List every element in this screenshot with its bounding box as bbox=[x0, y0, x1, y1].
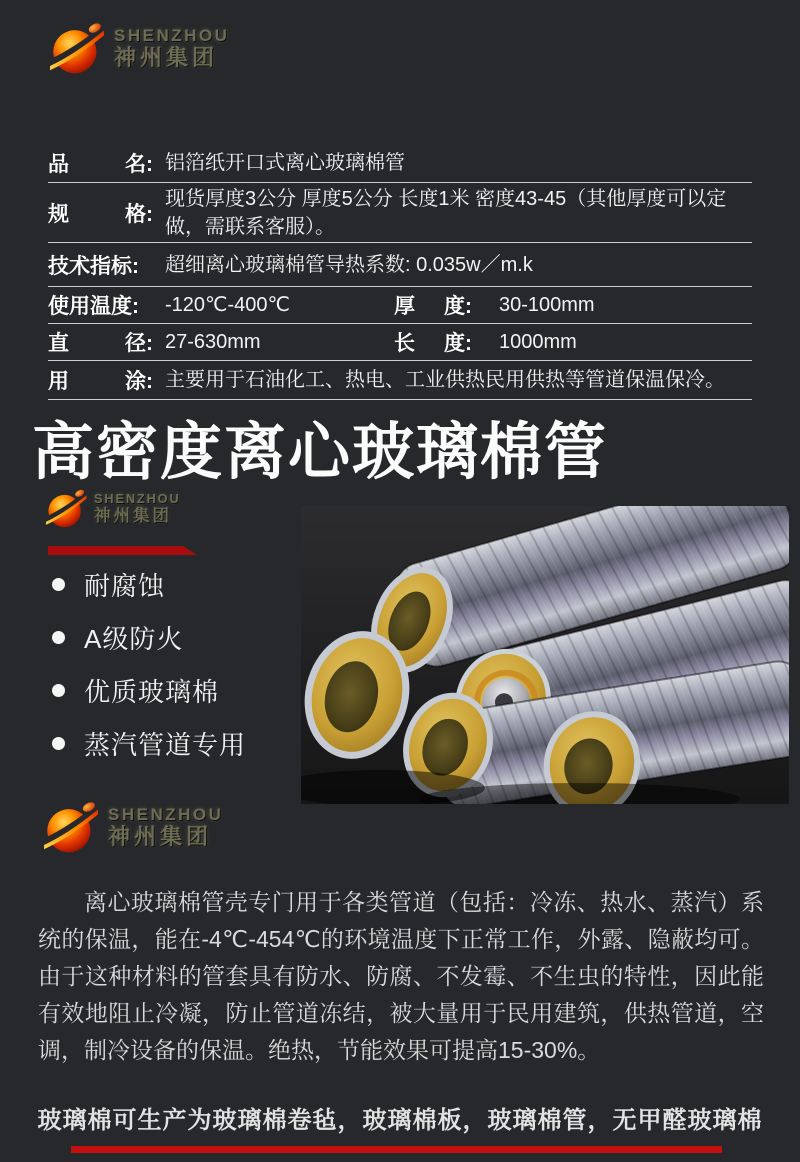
spec-label: 规 格: bbox=[48, 202, 153, 226]
red-accent-stripe bbox=[48, 546, 197, 555]
spec-label: 用 涂: bbox=[48, 370, 153, 393]
footer-red-underline bbox=[71, 1146, 722, 1153]
spec-row-diameter-length bbox=[48, 324, 752, 361]
feature-item: A级防火 bbox=[52, 619, 246, 655]
spec-row-temperature-thickness bbox=[48, 287, 752, 324]
spec-value: 30-100mm bbox=[499, 293, 595, 316]
bullet-dot-icon bbox=[52, 578, 65, 591]
feature-item: 耐腐蚀 bbox=[52, 566, 246, 602]
bullet-dot-icon bbox=[52, 684, 65, 697]
spec-table bbox=[48, 143, 752, 400]
spec-value: 主要用于石油化工、热电、工业供热民用供热等管道保温保冷。 bbox=[165, 369, 725, 391]
spec-value: -120℃-400℃ bbox=[165, 294, 290, 316]
spec-row-product-name bbox=[48, 143, 752, 183]
brand-logo-icon bbox=[44, 800, 98, 854]
feature-item: 优质玻璃棉 bbox=[52, 672, 246, 708]
brand-logo-text bbox=[94, 492, 181, 524]
page-title: 高密度离心玻璃棉管 bbox=[32, 419, 609, 487]
spec-value: 27-630mm bbox=[165, 331, 261, 353]
brand-name-cn: 神州集团 bbox=[108, 824, 213, 850]
spec-row-specification bbox=[48, 183, 752, 243]
product-photo bbox=[300, 505, 790, 805]
spec-value: 铝箔纸开口式离心玻璃棉管 bbox=[165, 151, 405, 174]
brand-logo-text bbox=[114, 27, 229, 70]
brand-logo bbox=[46, 488, 181, 529]
spec-row-usage bbox=[48, 361, 752, 400]
brand-name-en: SHENZHOU bbox=[114, 25, 230, 45]
brand-logo-text bbox=[108, 806, 223, 849]
spec-label: 长 度: bbox=[394, 332, 472, 355]
brand-logo-icon bbox=[46, 488, 87, 529]
spec-row-technical-index bbox=[48, 243, 752, 287]
footer-tagline: 玻璃棉可生产为玻璃棉卷毡，玻璃棉板，玻璃棉管，无甲醛玻璃棉 bbox=[37, 1107, 763, 1134]
brand-name-en: SHENZHOU bbox=[94, 491, 181, 506]
spec-value: 1000mm bbox=[499, 330, 577, 353]
spec-value: 现货厚度3公分 厚度5公分 长度1米 密度43-45（其他厚度可以定做，需联系客服）。 bbox=[165, 187, 727, 238]
bullet-dot-icon bbox=[52, 737, 65, 750]
description-paragraph: 离心玻璃棉管壳专门用于各类管道（包括：冷冻、热水、蒸汽）系统的保温，能在-4℃-454℃的环境温度下正常工作，外露、隐蔽均可。由于这种材料的管套具有防水、防腐、不发霉、不生虫的特性，因此能有效地阻止冷凝，防止管道冻结，被大量用于民用建筑，供热管道，空调，制冷设备的保温。绝热，节能效果可提高15-30%。 bbox=[38, 889, 764, 1063]
spec-label: 技术指标: bbox=[48, 254, 139, 278]
brand-name-cn: 神州集团 bbox=[114, 45, 219, 71]
spec-value: 超细离心玻璃棉管导热系数: 0.035w／m.k bbox=[165, 253, 533, 276]
brand-logo bbox=[50, 21, 229, 75]
feature-item: 蒸汽管道专用 bbox=[52, 725, 246, 761]
spec-label: 品 名: bbox=[48, 152, 153, 176]
brand-logo-icon bbox=[50, 21, 104, 75]
spec-label: 直 径: bbox=[48, 332, 153, 355]
brand-name-en: SHENZHOU bbox=[108, 804, 224, 824]
brand-name-cn: 神州集团 bbox=[94, 506, 173, 526]
features-list bbox=[52, 566, 246, 778]
spec-label: 厚 度: bbox=[394, 295, 472, 318]
bullet-dot-icon bbox=[52, 631, 65, 644]
spec-label: 使用温度: bbox=[48, 295, 139, 318]
brand-logo bbox=[44, 800, 223, 854]
